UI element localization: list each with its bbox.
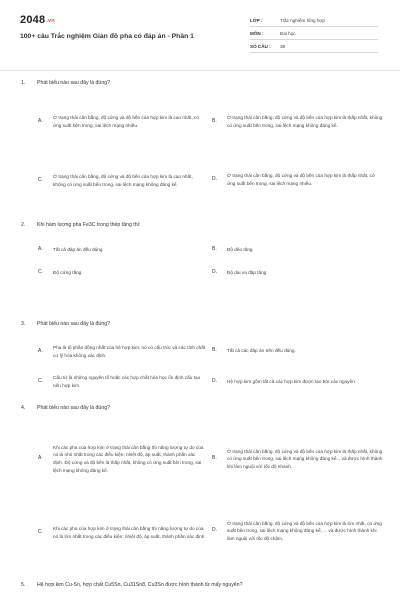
option-text: Ở trạng thái cân bằng, độ cứng và độ bền của hợp kim là cao nhất, có ứng suất bên trong, sai lệch mạng nhiều. xyxy=(53,115,199,128)
option-text: Ở trạng thái cân bằng, độ cứng và độ bền của hợp kim là thấp nhất, không có ứng suất bên trong, sai lệch mạng không đáng kể. xyxy=(227,115,383,128)
option-text: Hệ hợp kim gồm tất cả các hợp kim được tạo bởi các nguyên. xyxy=(227,379,357,385)
option-b[interactable] xyxy=(212,427,384,491)
question-stem xyxy=(21,80,110,86)
option-letter: C. xyxy=(38,269,43,276)
question-text: Phát biểu nào sau đây là đúng? xyxy=(37,80,110,86)
option-c[interactable] xyxy=(38,156,206,206)
option-b[interactable] xyxy=(212,244,384,256)
option-letter: B. xyxy=(212,246,217,253)
option-text: Độ cứng tăng xyxy=(53,270,82,276)
question-number: 1. xyxy=(21,80,26,86)
option-a[interactable] xyxy=(38,244,206,256)
option-letter: B. xyxy=(212,455,217,462)
option-text: Ở trạng thái cân bằng, độ cứng và độ bền của hợp kim là cao nhất, không có ứng suất bên trong, sai lệch mạng không đáng kể. xyxy=(53,174,193,187)
question-1 xyxy=(0,80,400,215)
option-letter: A. xyxy=(38,118,43,125)
info-row-subject xyxy=(250,27,378,40)
info-row-question-count xyxy=(250,40,378,53)
option-text: Độ dai va đập tăng xyxy=(227,270,267,276)
option-a[interactable] xyxy=(38,337,206,367)
logo-domain-text: .vn xyxy=(46,18,55,24)
info-label: MÔN : xyxy=(250,30,264,36)
question-text: Khi hàm lượng pha Fe3C trong thép tăng thì: xyxy=(37,222,141,228)
option-text: Khi các pha của hợp kim ở trạng thái cân bằng thì năng lượng tự do của nó là nhỏ nhất trong các điều kiện: nhiệt độ, áp suất, thành phần xác định. Độ cứng và độ bền là thấp nhất, không có ứng suất bên trong, sai lệch mạng không đáng kể. xyxy=(53,444,204,473)
option-letter: A. xyxy=(38,246,43,253)
option-letter: C. xyxy=(38,529,43,536)
question-3 xyxy=(0,321,400,396)
question-stem xyxy=(21,321,110,327)
option-b[interactable] xyxy=(212,98,384,146)
document-info-table xyxy=(250,14,378,53)
option-text: Độ dẻo tăng xyxy=(227,247,253,253)
site-logo[interactable] xyxy=(20,14,55,26)
option-letter: D. xyxy=(212,378,217,385)
info-value: 38 xyxy=(280,43,286,49)
question-text: Phát biểu nào sau đây là đúng? xyxy=(37,405,110,411)
option-text: Ở trạng thái cân bằng, độ cứng và độ bền của hợp kim là thấp nhất, có ứng suất bên trong, sai lệch mạng nhiều. xyxy=(227,173,375,186)
question-stem xyxy=(21,222,140,228)
question-4 xyxy=(0,405,400,575)
option-text: Tất cả đáp án đều đúng xyxy=(53,247,103,253)
option-text: Ở trạng thái cân bằng, độ cứng và độ bền của hợp kim là thấp nhất, không có ứng suất bên trong, sai lệch mạng không đáng kể... và được hình thành khi làm nguội với tốc độ nhanh. xyxy=(227,448,383,469)
option-c[interactable] xyxy=(38,267,206,279)
document-header xyxy=(0,0,400,66)
option-b[interactable] xyxy=(212,345,384,357)
question-stem xyxy=(21,405,110,411)
option-letter: C. xyxy=(38,378,43,385)
option-text: Khi các pha của hợp kim ở trạng thái cân bằng thì năng lượng tự do của nó là lớn nhất trong các điều kiện: nhiệt độ, áp suất, thành phần xác định. xyxy=(53,526,206,539)
info-row-class xyxy=(250,14,378,27)
option-c[interactable] xyxy=(38,371,206,393)
option-d[interactable] xyxy=(212,371,384,393)
question-number: 5. xyxy=(21,582,26,588)
option-a[interactable] xyxy=(38,421,206,497)
option-text: Pha là tổ phần đồng nhất của hệ hợp kim, nó có cấu trúc và các tính chất cơ lý hóa không xác định. xyxy=(53,345,206,358)
question-stem xyxy=(21,582,242,588)
info-label: LỚP : xyxy=(250,17,263,23)
option-letter: A. xyxy=(38,348,43,355)
option-c[interactable] xyxy=(38,509,206,557)
question-number: 3. xyxy=(21,321,26,327)
document-title: 100+ câu Trắc nghiệm Giản đồ pha có đáp án - Phần 1 xyxy=(20,33,194,40)
option-d[interactable] xyxy=(212,267,384,279)
info-value: Đại học xyxy=(280,30,296,36)
question-text: Phát biểu nào sau đây là đúng? xyxy=(37,321,110,327)
logo-main-text: 2048 xyxy=(20,14,46,26)
option-a[interactable] xyxy=(38,98,206,146)
question-number: 4. xyxy=(21,405,26,411)
info-value: Trắc nghiệm tổng hợp xyxy=(280,17,325,23)
option-letter: C. xyxy=(38,177,43,184)
question-2 xyxy=(0,222,400,287)
question-5 xyxy=(0,582,400,596)
option-letter: B. xyxy=(212,347,217,354)
option-letter: B. xyxy=(212,118,217,125)
option-d[interactable] xyxy=(212,160,384,200)
option-letter: A. xyxy=(38,455,43,462)
option-text: Tất cả các đáp án trên đều đúng. xyxy=(227,348,296,354)
option-d[interactable] xyxy=(212,503,384,559)
question-text: Hệ hợp kim Cu-Sn, hợp chất Cu5Sn, Cu31Sn8, Cu3Sn được hình thành từ mấy nguyên? xyxy=(37,582,243,588)
option-letter: D. xyxy=(212,527,217,534)
option-letter: D. xyxy=(212,176,217,183)
header-divider xyxy=(0,70,400,71)
option-text: Cấu tử là những nguyên tố hoặc các hợp chất hóa học ổn định cấu tạo nên hợp kim. xyxy=(53,375,201,388)
option-text: Ở trạng thái cân bằng, độ cứng và độ bền của hợp kim là lớn nhất, có ứng suất bên trong, sai lệch mạng không đáng kể, ... và được hình thành khi làm nguội với tốc độ chậm. xyxy=(227,520,382,541)
info-label: SỐ CÂU : xyxy=(250,43,271,49)
question-number: 2. xyxy=(21,222,26,228)
option-letter: D. xyxy=(212,269,217,276)
